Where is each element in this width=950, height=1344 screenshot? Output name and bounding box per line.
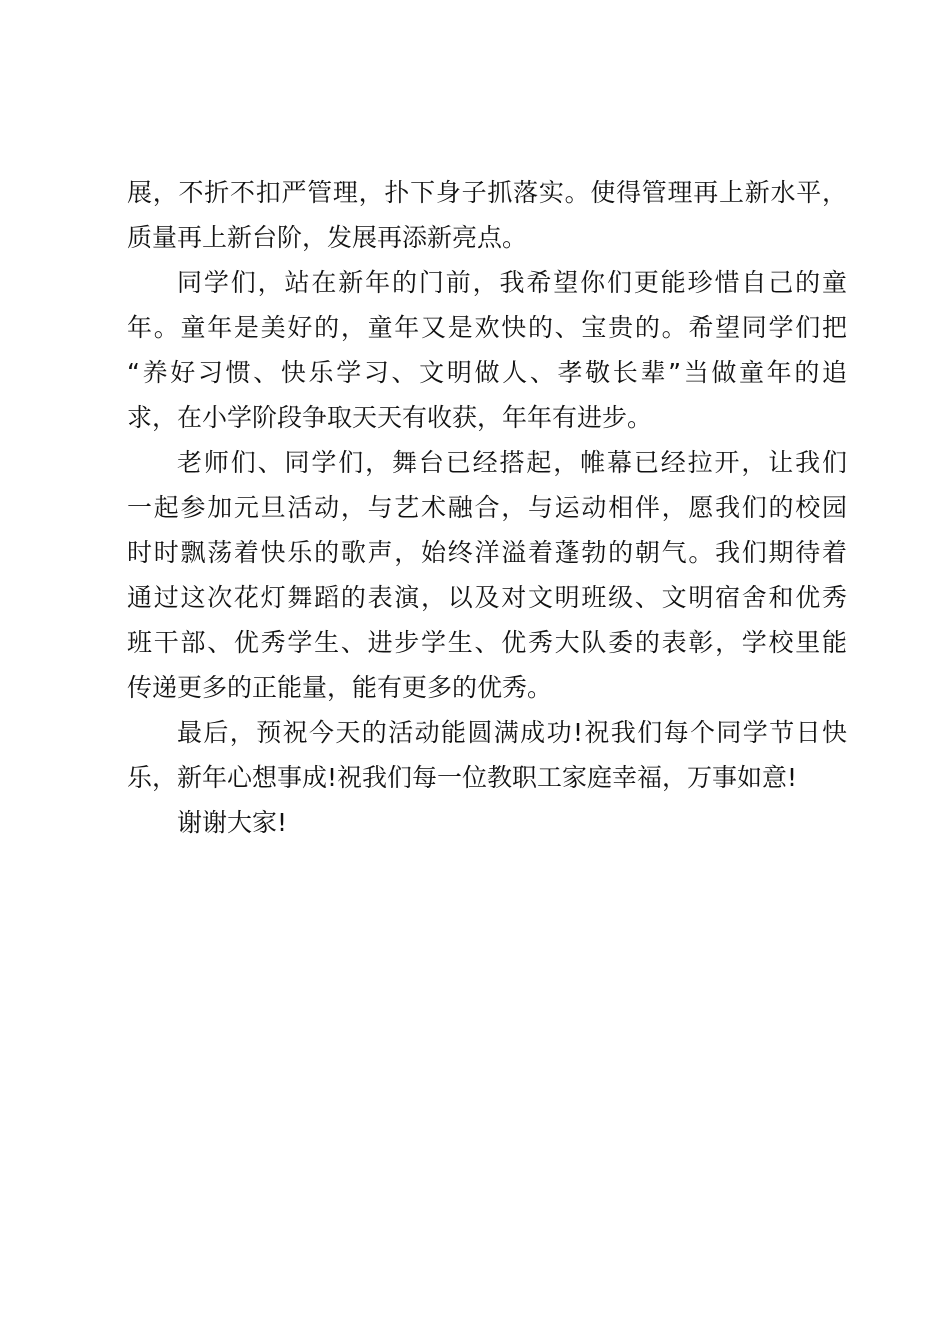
document-body — [127, 170, 847, 845]
text-line: 展，不折不扣严管理，扑下身子抓落实。使得管理再上新水平， — [127, 178, 847, 207]
paragraph-first-line: 同学们，站在新年的门前，我希望你们更能珍惜自己的童 — [177, 268, 847, 297]
paragraph-first-line: 老师们、同学们，舞台已经搭起，帷幕已经拉开，让我们 — [177, 448, 847, 477]
text-line: 质量再上新台阶，发展再添新亮点。 — [127, 223, 528, 252]
text-line: 时时飘荡着快乐的歌声，始终洋溢着蓬勃的朝气。我们期待着 — [127, 538, 847, 567]
paragraph-first-line: 最后，预祝今天的活动能圆满成功!祝我们每个同学节日快 — [177, 718, 847, 747]
text-line: 传递更多的正能量，能有更多的优秀。 — [127, 673, 553, 702]
text-line: 年。童年是美好的，童年又是欢快的、宝贵的。希望同学们把 — [127, 313, 847, 342]
text-line: “养好习惯、快乐学习、文明做人、孝敬长辈”当做童年的追 — [127, 358, 847, 387]
text-line: 求，在小学阶段争取天天有收获，年年有进步。 — [127, 403, 653, 432]
text-line: 一起参加元旦活动，与艺术融合，与运动相伴，愿我们的校园 — [127, 493, 847, 522]
text-line: 乐，新年心想事成!祝我们每一位教职工家庭幸福，万事如意! — [127, 763, 798, 792]
text-line: 班干部、优秀学生、进步学生、优秀大队委的表彰，学校里能 — [127, 628, 847, 657]
text-line: 通过这次花灯舞蹈的表演，以及对文明班级、文明宿舍和优秀 — [127, 583, 847, 612]
closing-line: 谢谢大家! — [177, 808, 288, 837]
